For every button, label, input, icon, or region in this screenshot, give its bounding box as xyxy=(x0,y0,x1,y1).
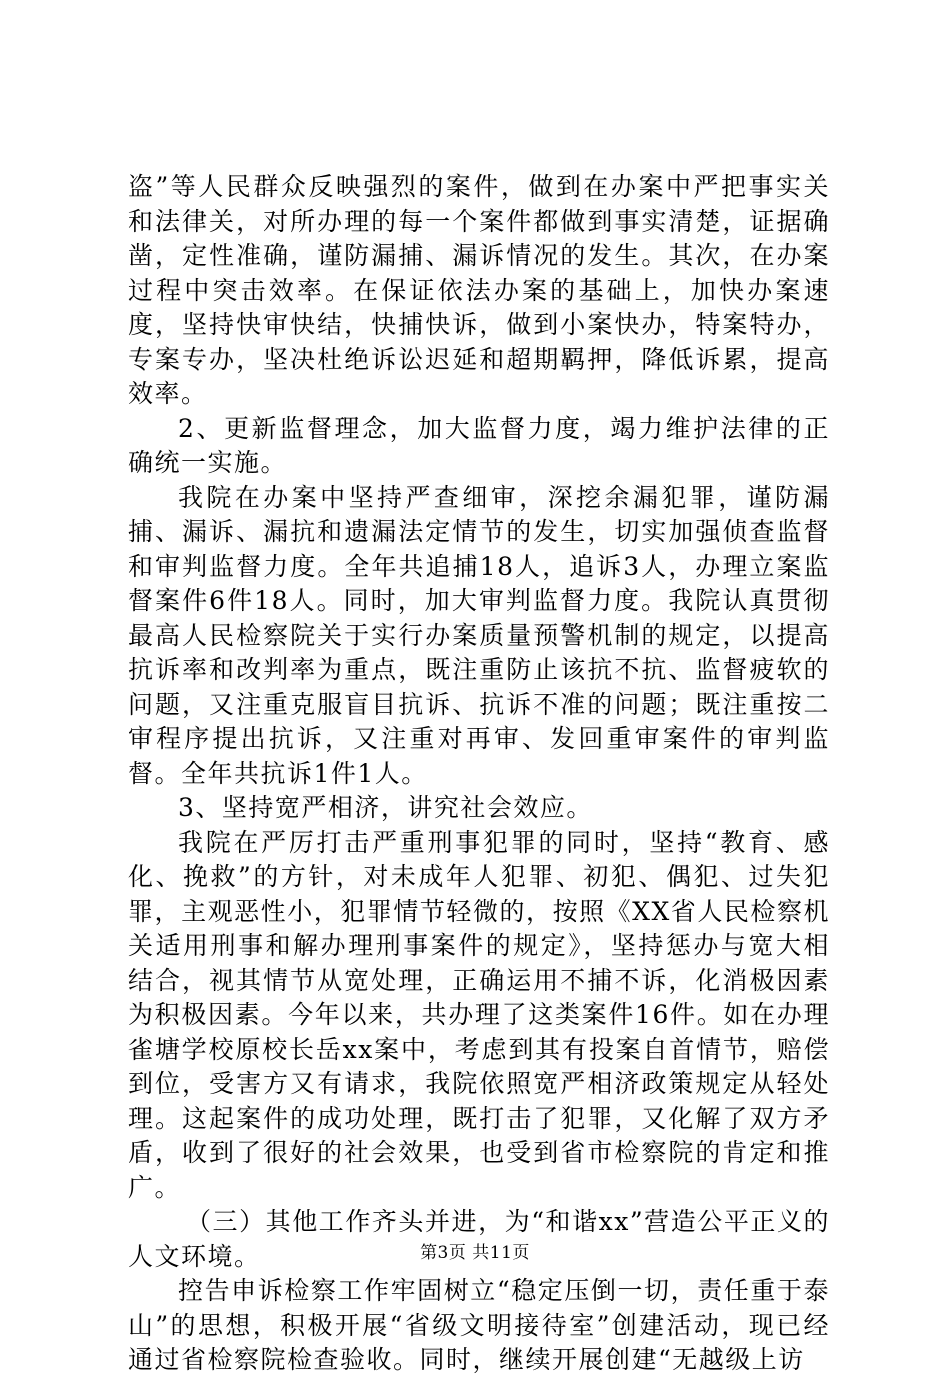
paragraph-case-handling: 盗”等人民群众反映强烈的案件，做到在办案中严把事实关和法律关，对所办理的每一个案件都做到事实清楚，证据确凿，定性准确，谨防漏捕、漏诉情况的发生。其次，在办案过程中突击效率。在保证依法办案的基础上，加快办案速度，坚持快审快结，快捕快诉，做到小案快办，特案特办，专案专办，坚决杜绝诉讼迟延和超期羁押，降低诉累，提高效率。 xyxy=(128,172,830,408)
page-footer xyxy=(0,1243,950,1263)
paragraph-complaints: 控告申诉检察工作牢固树立“稳定压倒一切，责任重于泰山”的思想，积极开展“省级文明接待室”创建活动，现已经通过省检察院检查验收。同时，继续开展创建“无越级上访 xyxy=(128,1276,830,1374)
page-number-label: 第3页 共11页 xyxy=(420,1243,530,1263)
document-body xyxy=(128,170,830,1378)
heading-supervision: 2、更新监督理念，加大监督力度，竭力维护法律的正确统一实施。 xyxy=(128,413,830,477)
paragraph-supervision: 我院在办案中坚持严查细审，深挖余漏犯罪，谨防漏捕、漏诉、漏抗和遗漏法定情节的发生，切实加强侦查监督和审判监督力度。全年共追捕18人，追诉3人，办理立案监督案件6件18人。同时，加大审判监督力度。我院认真贯彻最高人民检察院关于实行办案质量预警机制的规定，以提高抗诉率和改判率为重点，既注重防止该抗不抗、监督疲软的问题，又注重克服盲目抗诉、抗诉不准的问题；既注重按二审程序提出抗诉，又注重对再审、发回重审案件的审判监督。全年共抗诉1件1人。 xyxy=(128,482,830,788)
heading-leniency: 3、坚持宽严相济，讲究社会效应。 xyxy=(178,793,593,822)
paragraph-leniency: 我院在严厉打击严重刑事犯罪的同时，坚持“教育、感化、挽救”的方针，对未成年人犯罪、初犯、偶犯、过失犯罪，主观恶性小，犯罪情节轻微的，按照《XX省人民检察机关适用刑事和解办理刑事案件的规定》，坚持惩办与宽大相结合，视其情节从宽处理，正确运用不捕不诉，化消极因素为积极因素。今年以来，共办理了这类案件16件。如在办理雀塘学校原校长岳xx案中，考虑到其有投案自首情节，赔偿到位，受害方又有请求，我院依照宽严相济政策规定从轻处理。这起案件的成功处理，既打击了犯罪，又化解了双方矛盾，收到了很好的社会效果，也受到省市检察院的肯定和推广。 xyxy=(128,827,830,1202)
heading-other-work: （三）其他工作齐头并进，为“和谐xx”营造公平正义的人文环境。 xyxy=(128,1207,830,1271)
